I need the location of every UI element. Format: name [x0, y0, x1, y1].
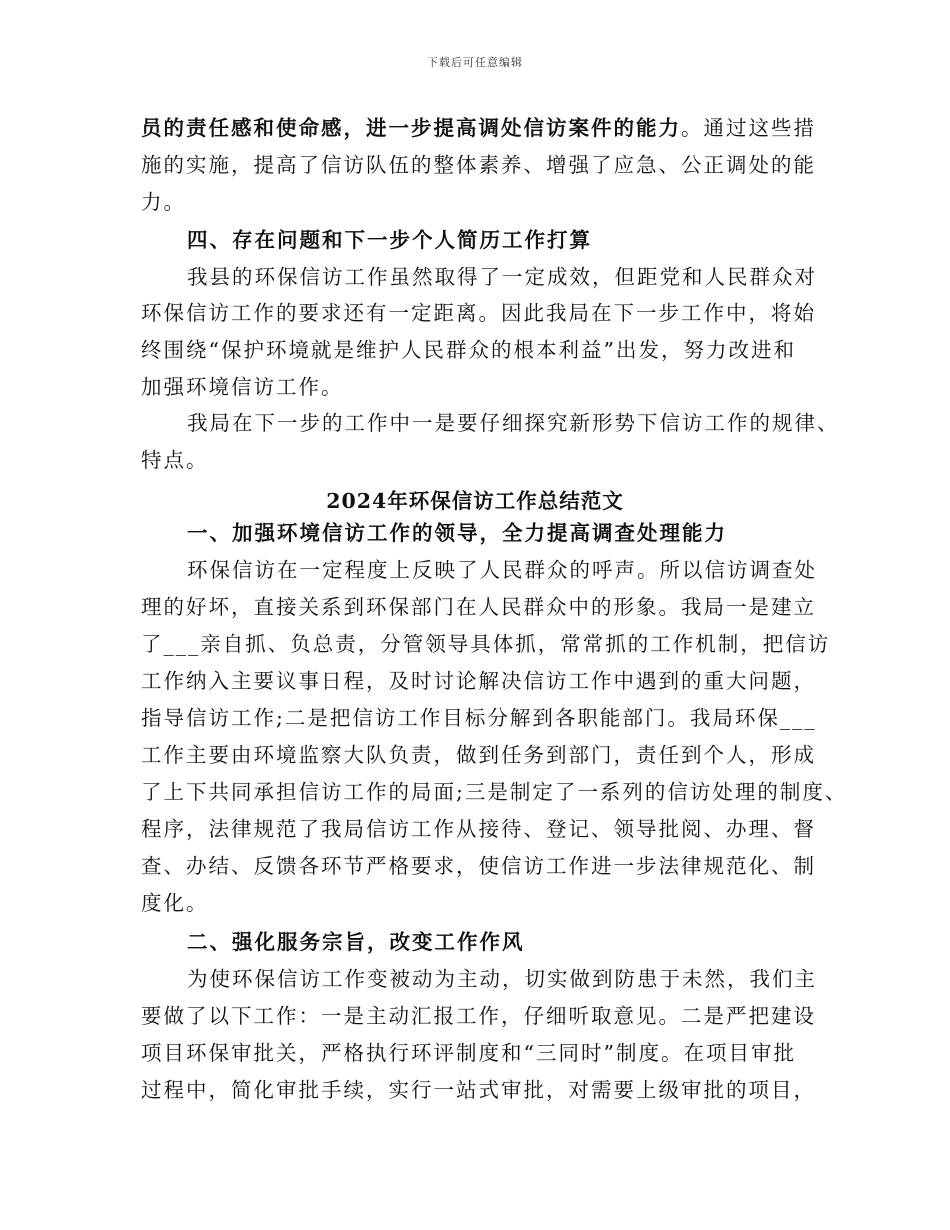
paragraph-line: 工作主要由环境监察大队负责，做到任务到部门，责任到个人，形成	[141, 743, 816, 767]
paragraph-line: 工作纳入主要议事日程，及时讨论解决信访工作中遇到的重大问题，	[141, 669, 816, 693]
normal-text: 。通过这些措	[681, 116, 816, 140]
paragraph-line: 环保信访工作的要求还有一定距离。因此我局在下一步工作中，将始	[141, 301, 816, 325]
paragraph-line: 项目环保审批关，严格执行环评制度和“三同时”制度。在项目审批	[141, 1041, 796, 1065]
paragraph-line: 力。	[141, 190, 186, 214]
section-heading: 二、强化服务宗旨，改变工作作风	[187, 930, 525, 954]
document-title: 2024年环保信访工作总结范文	[326, 489, 624, 513]
paragraph-line: 了___亲自抓、负总责，分管领导具体抓，常常抓的工作机制，把信访	[141, 632, 831, 656]
paragraph-line: 施的实施，提高了信访队伍的整体素养、增强了应急、公正调处的能	[141, 153, 816, 177]
paragraph-line: 我县的环保信访工作虽然取得了一定成效，但距党和人民群众对	[187, 265, 817, 289]
section-heading: 一、加强环境信访工作的领导，全力提高调查处理能力	[187, 521, 727, 545]
paragraph-line: 加强环境信访工作。	[141, 375, 344, 399]
paragraph-line: 查、办结、反馈各环节严格要求，使信访工作进一步法律规范化、制	[141, 854, 816, 878]
paragraph-line: 终围绕“保护环境就是维护人民群众的根本利益”出发，努力改进和	[141, 338, 796, 362]
paragraph-line: 我局在下一步的工作中一是要仔细探究新形势下信访工作的规律、	[187, 411, 840, 435]
bold-text: 员的责任感和使命感，进一步提高调处信访案件的能力	[141, 116, 681, 140]
paragraph-line: 特点。	[141, 448, 209, 472]
page-header: 下载后可任意编辑	[427, 56, 523, 69]
paragraph-line: 过程中，简化审批手续，实行一站式审批，对需要上级审批的项目，	[141, 1078, 816, 1102]
paragraph-line: 为使环保信访工作变被动为主动，切实做到防患于未然，我们主	[187, 967, 817, 991]
paragraph-line: 程序，法律规范了我局信访工作从接待、登记、领导批阅、办理、督	[141, 817, 816, 841]
paragraph-line	[141, 116, 816, 140]
paragraph-line: 指导信访工作;二是把信访工作目标分解到各职能部门。我局环保___	[141, 706, 817, 730]
paragraph-line: 度化。	[141, 891, 209, 915]
paragraph-line: 理的好坏，直接关系到环保部门在人民群众中的形象。我局一是建立	[141, 595, 816, 619]
paragraph-line: 要做了以下工作：一是主动汇报工作，仔细听取意见。二是严把建设	[141, 1004, 816, 1028]
paragraph-line: 环保信访在一定程度上反映了人民群众的呼声。所以信访调查处	[187, 558, 817, 582]
section-heading: 四、存在问题和下一步个人简历工作打算	[187, 228, 592, 252]
paragraph-line: 了上下共同承担信访工作的局面;三是制定了一系列的信访处理的制度、	[141, 780, 848, 804]
